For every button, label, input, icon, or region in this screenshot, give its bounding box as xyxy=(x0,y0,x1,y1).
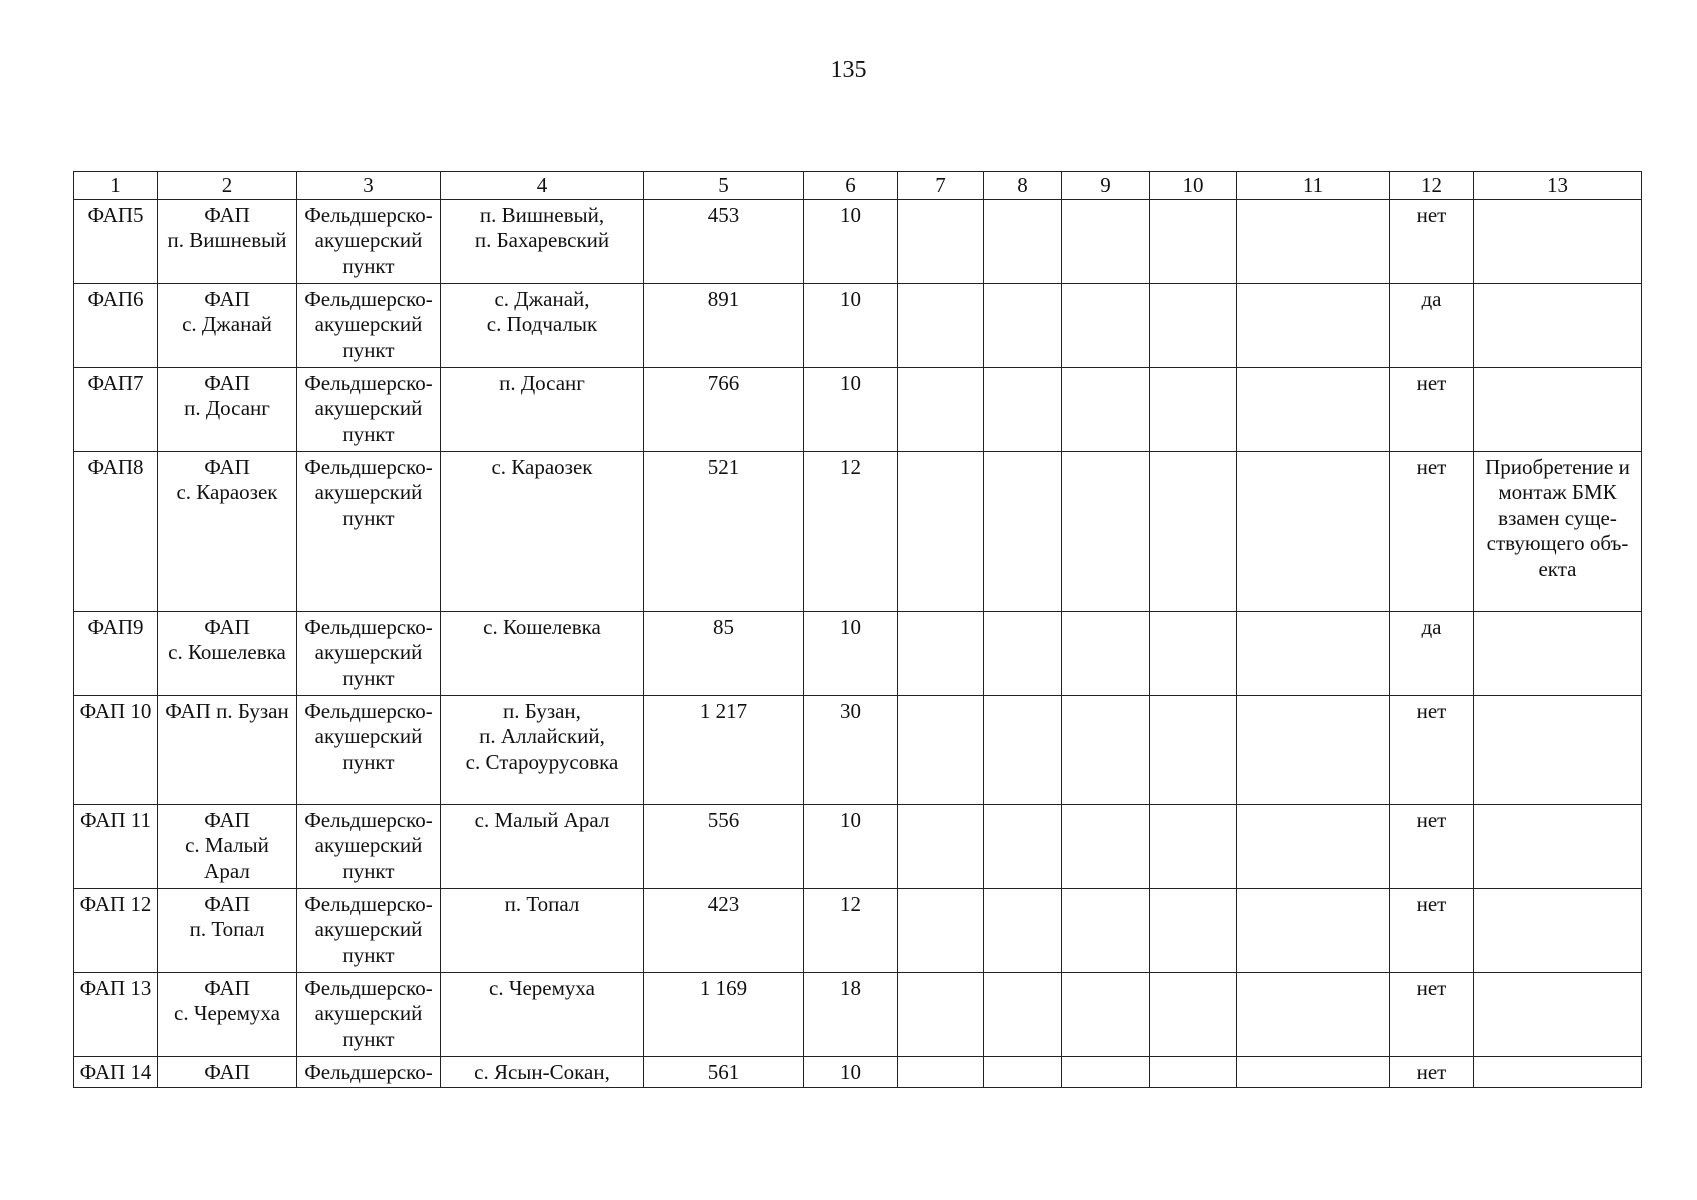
facility-name-cell-line: с. Малый xyxy=(185,833,269,857)
column-7-cell xyxy=(898,1056,984,1087)
column-8-cell xyxy=(984,611,1062,695)
facility-type-cell-line: Фельдшерско- xyxy=(304,614,433,639)
column-number: 8 xyxy=(984,172,1062,200)
column-10-cell xyxy=(1150,888,1237,972)
facility-type-cell-line: Фельдшерско- xyxy=(304,891,433,916)
facility-type-cell-line: акушерский xyxy=(314,312,423,336)
column-12-cell: да xyxy=(1390,611,1474,695)
column-12-cell: нет xyxy=(1390,367,1474,451)
column-9-cell xyxy=(1062,451,1150,611)
column-8-cell xyxy=(984,1056,1062,1087)
population-cell: 1 169 xyxy=(644,972,804,1056)
facility-type-cell xyxy=(297,972,441,1056)
column-7-cell xyxy=(898,283,984,367)
facility-type-cell-line: акушерский xyxy=(314,917,423,941)
column-11-cell xyxy=(1237,804,1390,888)
facility-id-cell: ФАП9 xyxy=(74,611,158,695)
column-9-cell xyxy=(1062,611,1150,695)
page-number: 135 xyxy=(830,57,867,83)
column-number: 3 xyxy=(297,172,441,200)
table-row xyxy=(74,199,1642,283)
note-cell-line: монтаж БМК xyxy=(1498,480,1617,504)
facility-type-cell-line: акушерский xyxy=(314,724,423,748)
column-6-cell: 10 xyxy=(804,1056,898,1087)
column-number: 13 xyxy=(1474,172,1642,200)
population-cell: 85 xyxy=(644,611,804,695)
facility-type-cell-line: акушерский xyxy=(314,640,423,664)
column-9-cell xyxy=(1062,367,1150,451)
column-7-cell xyxy=(898,367,984,451)
facility-type-cell xyxy=(297,611,441,695)
note-cell xyxy=(1474,611,1642,695)
note-cell xyxy=(1474,804,1642,888)
facility-type-cell-line: пункт xyxy=(342,1026,395,1051)
column-11-cell xyxy=(1237,367,1390,451)
settlements-cell-line: с. Джанай, xyxy=(494,286,590,311)
table-row xyxy=(74,1056,1642,1087)
facility-type-cell xyxy=(297,1056,441,1087)
table-row xyxy=(74,611,1642,695)
facility-name-cell-line: ФАП xyxy=(204,454,250,479)
note-cell xyxy=(1474,972,1642,1056)
column-12-cell: да xyxy=(1390,283,1474,367)
facility-type-cell xyxy=(297,804,441,888)
facility-type-cell-line: Фельдшерско- xyxy=(304,975,433,1000)
facility-type-cell-line: пункт xyxy=(342,253,395,278)
settlements-cell xyxy=(441,804,644,888)
note-cell xyxy=(1474,283,1642,367)
facility-type-cell xyxy=(297,695,441,804)
column-6-cell: 12 xyxy=(804,888,898,972)
column-9-cell xyxy=(1062,199,1150,283)
facility-type-cell xyxy=(297,451,441,611)
facility-name-cell xyxy=(158,1056,297,1087)
column-8-cell xyxy=(984,367,1062,451)
facility-type-cell-line: Фельдшерско- xyxy=(304,454,433,479)
facility-name-cell-line: ФАП xyxy=(204,891,250,916)
column-12-cell: нет xyxy=(1390,1056,1474,1087)
settlements-cell xyxy=(441,199,644,283)
column-number: 2 xyxy=(158,172,297,200)
facility-type-cell-line: пункт xyxy=(342,505,395,530)
column-6-cell: 30 xyxy=(804,695,898,804)
facility-id-cell: ФАП6 xyxy=(74,283,158,367)
facility-id-cell: ФАП 11 xyxy=(74,804,158,888)
column-7-cell xyxy=(898,611,984,695)
column-number-row xyxy=(74,172,1642,200)
column-12-cell: нет xyxy=(1390,888,1474,972)
population-cell: 521 xyxy=(644,451,804,611)
column-number: 11 xyxy=(1237,172,1390,200)
settlements-cell xyxy=(441,611,644,695)
facility-name-cell xyxy=(158,695,297,804)
facility-id-cell: ФАП 14 xyxy=(74,1056,158,1087)
column-number: 5 xyxy=(644,172,804,200)
facility-id-cell: ФАП 10 xyxy=(74,695,158,804)
column-6-cell: 10 xyxy=(804,611,898,695)
column-7-cell xyxy=(898,804,984,888)
column-11-cell xyxy=(1237,1056,1390,1087)
column-6-cell: 10 xyxy=(804,283,898,367)
column-number: 9 xyxy=(1062,172,1150,200)
column-10-cell xyxy=(1150,451,1237,611)
column-11-cell xyxy=(1237,695,1390,804)
settlements-cell xyxy=(441,695,644,804)
facility-name-cell-line: ФАП xyxy=(204,975,250,1000)
column-8-cell xyxy=(984,888,1062,972)
column-number: 7 xyxy=(898,172,984,200)
column-11-cell xyxy=(1237,451,1390,611)
population-cell: 1 217 xyxy=(644,695,804,804)
facility-type-cell xyxy=(297,199,441,283)
table-row xyxy=(74,695,1642,804)
column-9-cell xyxy=(1062,804,1150,888)
column-7-cell xyxy=(898,888,984,972)
facilities-table xyxy=(73,171,1642,1088)
column-number: 4 xyxy=(441,172,644,200)
note-cell xyxy=(1474,367,1642,451)
facility-id-cell: ФАП5 xyxy=(74,199,158,283)
note-cell xyxy=(1474,451,1642,611)
population-cell: 453 xyxy=(644,199,804,283)
column-11-cell xyxy=(1237,199,1390,283)
column-6-cell: 12 xyxy=(804,451,898,611)
facility-name-cell-line: ФАП xyxy=(204,370,250,395)
settlements-cell-line: п. Аллайский, xyxy=(479,724,605,748)
facility-name-cell xyxy=(158,367,297,451)
population-cell: 556 xyxy=(644,804,804,888)
facility-name-cell-line: ФАП xyxy=(204,1059,250,1084)
settlements-cell-line: с. Подчалык xyxy=(486,312,598,336)
settlements-cell-line: с. Кошелевка xyxy=(483,614,601,639)
facility-name-cell xyxy=(158,888,297,972)
column-10-cell xyxy=(1150,1056,1237,1087)
note-cell xyxy=(1474,695,1642,804)
table-row xyxy=(74,367,1642,451)
facility-name-cell xyxy=(158,199,297,283)
column-6-cell: 10 xyxy=(804,804,898,888)
column-6-cell: 10 xyxy=(804,199,898,283)
facility-name-cell-line: ФАП п. Бузан xyxy=(165,698,289,723)
facility-type-cell-line: Фельдшерско- xyxy=(304,807,433,832)
facility-name-cell xyxy=(158,283,297,367)
facility-type-cell-line: пункт xyxy=(342,421,395,446)
facility-id-cell: ФАП 12 xyxy=(74,888,158,972)
table-row xyxy=(74,283,1642,367)
settlements-cell-line: п. Вишневый, xyxy=(479,202,605,227)
settlements-cell xyxy=(441,283,644,367)
column-10-cell xyxy=(1150,367,1237,451)
settlements-cell-line: п. Досанг xyxy=(499,370,585,395)
facility-type-cell-line: пункт xyxy=(342,665,395,690)
facility-type-cell-line: пункт xyxy=(342,942,395,967)
column-10-cell xyxy=(1150,804,1237,888)
facility-name-cell-line: ФАП xyxy=(204,202,250,227)
column-12-cell: нет xyxy=(1390,199,1474,283)
settlements-cell-line: п. Бузан, xyxy=(503,698,581,723)
column-8-cell xyxy=(984,972,1062,1056)
table-row xyxy=(74,972,1642,1056)
facility-name-cell-line: п. Досанг xyxy=(184,396,270,420)
column-7-cell xyxy=(898,199,984,283)
note-cell-line: Приобретение и xyxy=(1485,454,1630,479)
settlements-cell xyxy=(441,367,644,451)
settlements-cell-line: с. Караозек xyxy=(491,454,593,479)
facility-type-cell xyxy=(297,283,441,367)
column-9-cell xyxy=(1062,972,1150,1056)
population-cell: 423 xyxy=(644,888,804,972)
facility-type-cell-line: акушерский xyxy=(314,1001,423,1025)
facility-name-cell-line: с. Джанай xyxy=(182,312,272,336)
column-10-cell xyxy=(1150,972,1237,1056)
facility-type-cell-line: Фельдшерско- xyxy=(304,202,433,227)
facility-name-cell xyxy=(158,611,297,695)
settlements-cell-line: п. Бахаревский xyxy=(474,228,610,252)
facility-name-cell xyxy=(158,972,297,1056)
column-12-cell: нет xyxy=(1390,451,1474,611)
facility-type-cell xyxy=(297,888,441,972)
column-6-cell: 18 xyxy=(804,972,898,1056)
facility-id-cell: ФАП 13 xyxy=(74,972,158,1056)
facility-name-cell-line: с. Черемуха xyxy=(174,1001,280,1025)
facility-type-cell-line: акушерский xyxy=(314,480,423,504)
facility-type-cell-line: акушерский xyxy=(314,228,423,252)
facility-type-cell-line: пункт xyxy=(342,858,395,883)
column-10-cell xyxy=(1150,611,1237,695)
note-cell-line: ствующего объ- xyxy=(1486,531,1629,555)
column-10-cell xyxy=(1150,695,1237,804)
facility-type-cell-line: Фельдшерско- xyxy=(304,286,433,311)
facility-type-cell-line: Фельдшерско- xyxy=(304,1059,433,1084)
facility-type-cell-line: пункт xyxy=(342,337,395,362)
settlements-cell-line: с. Ясын-Сокан, xyxy=(474,1059,610,1084)
column-9-cell xyxy=(1062,283,1150,367)
facility-name-cell-line: с. Караозек xyxy=(176,480,278,504)
population-cell: 891 xyxy=(644,283,804,367)
column-8-cell xyxy=(984,283,1062,367)
column-11-cell xyxy=(1237,972,1390,1056)
facility-id-cell: ФАП7 xyxy=(74,367,158,451)
settlements-cell xyxy=(441,888,644,972)
facility-type-cell-line: акушерский xyxy=(314,396,423,420)
facility-name-cell-line: ФАП xyxy=(204,286,250,311)
facility-type-cell-line: акушерский xyxy=(314,833,423,857)
column-7-cell xyxy=(898,972,984,1056)
column-12-cell: нет xyxy=(1390,695,1474,804)
settlements-cell xyxy=(441,972,644,1056)
column-number: 10 xyxy=(1150,172,1237,200)
facility-name-cell-line: с. Кошелевка xyxy=(168,640,286,664)
population-cell: 766 xyxy=(644,367,804,451)
column-8-cell xyxy=(984,199,1062,283)
note-cell-line: взамен суще- xyxy=(1498,505,1617,530)
note-cell xyxy=(1474,1056,1642,1087)
column-9-cell xyxy=(1062,1056,1150,1087)
facility-type-cell-line: пункт xyxy=(342,749,395,774)
column-7-cell xyxy=(898,695,984,804)
column-8-cell xyxy=(984,695,1062,804)
column-10-cell xyxy=(1150,283,1237,367)
facility-name-cell-line: ФАП xyxy=(204,807,250,832)
column-number: 1 xyxy=(74,172,158,200)
table-row xyxy=(74,804,1642,888)
facility-name-cell-line: п. Топал xyxy=(189,917,265,941)
column-12-cell: нет xyxy=(1390,804,1474,888)
note-cell xyxy=(1474,888,1642,972)
column-10-cell xyxy=(1150,199,1237,283)
facility-name-cell xyxy=(158,804,297,888)
facility-name-cell-line: Арал xyxy=(204,858,250,883)
column-number: 12 xyxy=(1390,172,1474,200)
column-9-cell xyxy=(1062,888,1150,972)
column-8-cell xyxy=(984,804,1062,888)
column-11-cell xyxy=(1237,611,1390,695)
settlements-cell xyxy=(441,1056,644,1087)
population-cell: 561 xyxy=(644,1056,804,1087)
facility-id-cell: ФАП8 xyxy=(74,451,158,611)
settlements-cell xyxy=(441,451,644,611)
settlements-cell-line: с. Староурусовка xyxy=(465,749,619,774)
facility-type-cell-line: Фельдшерско- xyxy=(304,370,433,395)
column-11-cell xyxy=(1237,888,1390,972)
facility-name-cell-line: ФАП xyxy=(204,614,250,639)
column-8-cell xyxy=(984,451,1062,611)
column-9-cell xyxy=(1062,695,1150,804)
settlements-cell-line: п. Топал xyxy=(504,891,580,916)
note-cell xyxy=(1474,199,1642,283)
table-row xyxy=(74,888,1642,972)
column-11-cell xyxy=(1237,283,1390,367)
column-7-cell xyxy=(898,451,984,611)
settlements-cell-line: с. Малый Арал xyxy=(474,807,610,832)
settlements-cell-line: с. Черемуха xyxy=(489,975,595,1000)
table-row xyxy=(74,451,1642,611)
column-number: 6 xyxy=(804,172,898,200)
note-cell-line: екта xyxy=(1538,556,1577,581)
facility-name-cell-line: п. Вишневый xyxy=(167,228,287,252)
column-6-cell: 10 xyxy=(804,367,898,451)
facility-type-cell-line: Фельдшерско- xyxy=(304,698,433,723)
column-12-cell: нет xyxy=(1390,972,1474,1056)
facility-name-cell xyxy=(158,451,297,611)
facility-type-cell xyxy=(297,367,441,451)
